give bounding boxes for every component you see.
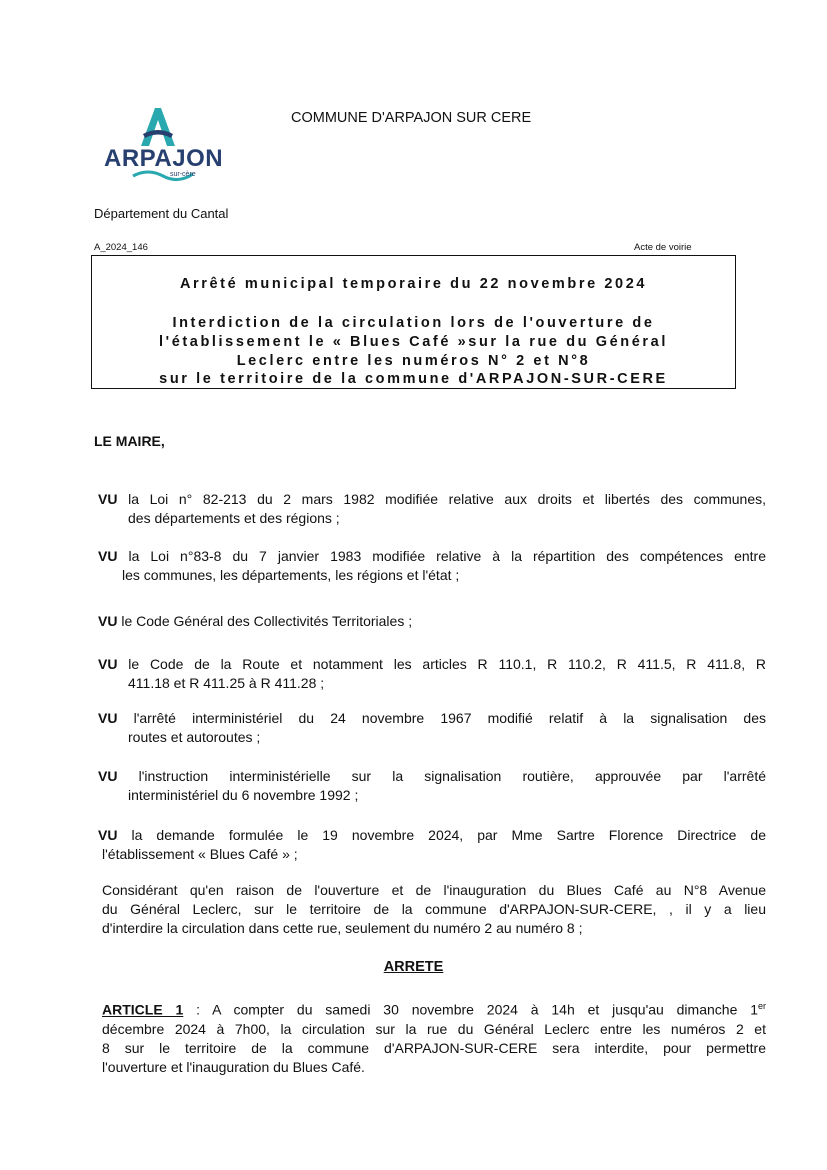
- vu-keyword: VU: [98, 548, 118, 564]
- reference-number: A_2024_146: [94, 242, 148, 253]
- article-1-line: décembre 2024 à 7h00, la circulation sur la rue du Général Leclerc entre les numéros 2 et: [102, 1020, 766, 1037]
- vu-text: le Code Général des Collectivités Territoriales ;: [121, 613, 413, 629]
- vu-keyword: VU: [98, 491, 118, 507]
- vu-text-cont: 411.18 et R 411.25 à R 411.28 ;: [128, 675, 325, 691]
- article-1-line: 8 sur le territoire de la commune d'ARPAJON-SUR-CERE sera interdite, pour permettre: [102, 1039, 766, 1056]
- vu-text-cont: routes et autoroutes ;: [128, 729, 261, 745]
- arrete-heading: ARRETE: [383, 959, 444, 975]
- article-1-text: : A compter du samedi 30 novembre 2024 à 14h et jusqu'au dimanche 1: [183, 1001, 758, 1018]
- le-maire-heading: LE MAIRE,: [94, 433, 165, 449]
- acte-type: Acte de voirie: [634, 242, 692, 253]
- article-1-line: l'ouverture et l'inauguration du Blues Café.: [102, 1058, 365, 1075]
- vu-item: [98, 826, 766, 864]
- considerant-line: Considérant qu'en raison de l'ouverture et de l'inauguration du Blues Café au N°8 Avenue: [102, 882, 766, 898]
- title-line-2: Interdiction de la circulation lors de l'ouverture de: [172, 315, 655, 331]
- vu-text-cont: des départements et des régions ;: [128, 510, 340, 526]
- article-1-label: ARTICLE 1: [102, 1001, 184, 1018]
- logo-subtitle: sur-cère: [170, 171, 196, 178]
- article-1: [102, 997, 766, 1077]
- considerant-paragraph: [102, 881, 766, 938]
- logo-wordmark: ARPAJON: [104, 145, 224, 172]
- title-line-3: l'établissement le « Blues Café »sur la rue du Général: [159, 334, 668, 350]
- vu-text: la Loi n°83-8 du 7 janvier 1983 modifiée relative à la répartition des compétences entre: [128, 548, 767, 564]
- vu-keyword: VU: [98, 656, 118, 672]
- title-line-1: Arrêté municipal temporaire du 22 novembre 2024: [179, 276, 648, 292]
- title-line-4: Leclerc entre les numéros N° 2 et N°8: [236, 353, 591, 369]
- vu-keyword: VU: [98, 710, 118, 726]
- vu-item: [98, 547, 766, 585]
- department: Département du Cantal: [94, 206, 229, 221]
- vu-item: [98, 655, 766, 693]
- article-1-sup: er: [757, 1001, 766, 1011]
- vu-item: [98, 709, 766, 747]
- vu-text-cont: interministériel du 6 novembre 1992 ;: [128, 787, 359, 803]
- vu-text: la Loi n° 82-213 du 2 mars 1982 modifiée relative aux droits et libertés des communes,: [128, 491, 767, 507]
- vu-keyword: VU: [98, 613, 118, 629]
- title-line-5: sur le territoire de la commune d'ARPAJON-SUR-CERE: [159, 371, 668, 387]
- vu-keyword: VU: [98, 827, 118, 843]
- commune-name: COMMUNE D'ARPAJON SUR CERE: [291, 110, 532, 126]
- vu-text: l'arrêté interministériel du 24 novembre 1967 modifié relatif à la signalisation des: [133, 710, 767, 726]
- vu-keyword: VU: [98, 768, 118, 784]
- vu-text: la demande formulée le 19 novembre 2024, par Mme Sartre Florence Directrice de: [131, 827, 767, 843]
- vu-text: l'instruction interministérielle sur la signalisation routière, approuvée par l'arrêté: [138, 768, 767, 784]
- considerant-line: du Général Leclerc, sur le territoire de la commune d'ARPAJON-SUR-CERE, , il y a lieu: [102, 901, 766, 917]
- vu-text-cont: les communes, les départements, les régions et l'état ;: [122, 567, 460, 583]
- vu-item: [98, 612, 766, 631]
- vu-item: [98, 490, 766, 528]
- vu-text: le Code de la Route et notamment les articles R 110.1, R 110.2, R 411.5, R 411.8, R: [128, 656, 766, 672]
- considerant-line: d'interdire la circulation dans cette rue, seulement du numéro 2 au numéro 8 ;: [102, 920, 583, 936]
- vu-text-cont: l'établissement « Blues Café » ;: [102, 846, 298, 862]
- vu-item: [98, 767, 766, 805]
